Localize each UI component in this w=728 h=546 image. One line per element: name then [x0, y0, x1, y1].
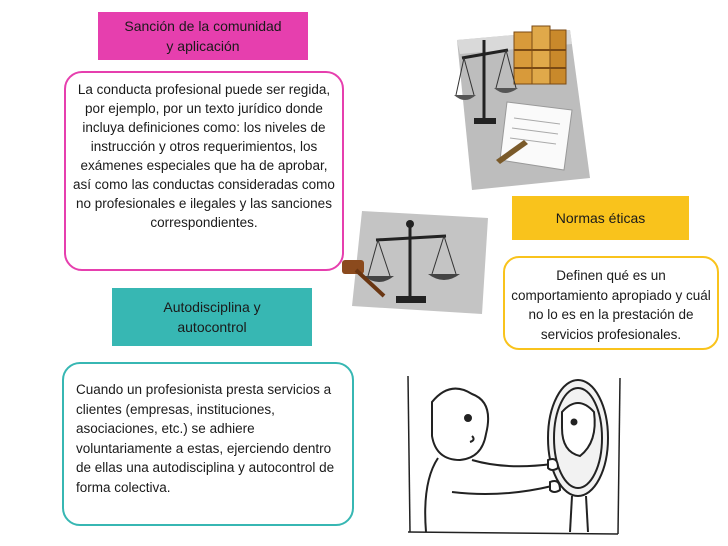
normas-text-box: [503, 256, 719, 350]
sancion-body: La conducta profesional puede ser regida, por ejemplo, por un texto jurídico donde incluya definiciones como: los niveles de instrucción y otros requerimientos, los exámenes especiales que ha de aprobar, así como las conductas consideradas como no profesionales e ilegales y las sanciones correspondientes.: [73, 82, 335, 230]
autodisciplina-title: [112, 288, 312, 346]
normas-body: Definen qué es un comportamiento apropiado y cuál no lo es en la prestación de servicios profesionales.: [511, 268, 711, 342]
scales-books-illustration: [452, 10, 592, 195]
sancion-title-line2: y aplicación: [166, 38, 240, 54]
sancion-text-box: [64, 71, 344, 271]
normas-title: [512, 196, 689, 240]
mirror-person-illustration: [402, 372, 624, 540]
scales-gavel-illustration: [338, 206, 498, 318]
autodisciplina-title-line1: Autodisciplina y: [163, 299, 261, 315]
autodisciplina-text-box: [62, 362, 354, 526]
sancion-title: [98, 12, 308, 60]
normas-title-text: Normas éticas: [555, 210, 646, 226]
autodisciplina-title-line2: autocontrol: [177, 319, 247, 335]
autodisciplina-body: Cuando un profesionista presta servicios a clientes (empresas, instituciones, asociaciones, etc.) se adhiere voluntariamente a estas, ejerciendo dentro de ellas una autodisciplina y autocontrol de forma colectiva.: [76, 382, 335, 495]
sancion-title-line1: Sanción de la comunidad: [124, 18, 282, 34]
